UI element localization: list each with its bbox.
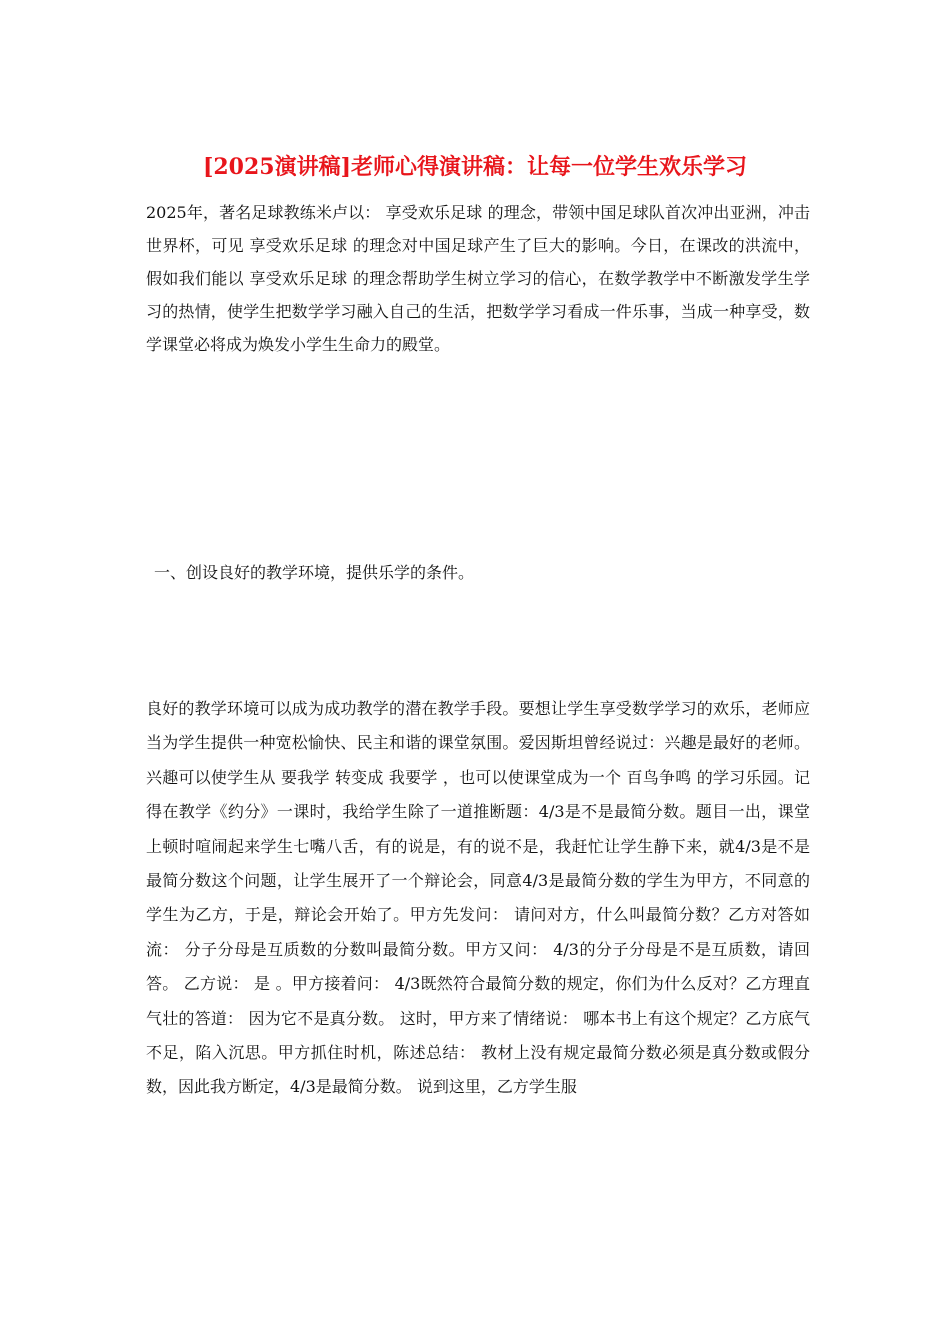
intro-paragraph: 2025年，著名足球教练米卢以： 享受欢乐足球 的理念，带领中国足球队首次冲出亚洲，冲击世界杯，可见 享受欢乐足球 的理念对中国足球产生了巨大的影响。今日，在课改的洪流中，假如我们能以 享受欢乐足球 的理念帮助学生树立学习的信心，在数学教学中不断激发学生学习的热情，使学生把数学学习融入自己的生活，把数学学习看成一件乐事，当成一种享受，数学课堂必将成为焕发小学生生命力的殿堂。: [146, 203, 810, 354]
section-paragraph: 良好的教学环境可以成为成功教学的潜在教学手段。要想让学生享受数学学习的欢乐，老师应当为学生提供一种宽松愉快、民主和谐的课堂氛围。爱因斯坦曾经说过：兴趣是最好的老师。兴趣可以使学生从 要我学 转变成 我要学 ，也可以使课堂成为一个 百鸟争鸣 的学习乐园。记得在教学《约分》一课时，我给学生除了一道推断题：4/3是不是最简分数。题目一出，课堂上顿时喧闹起来学生七嘴八舌，有的说是，有的说不是，我赶忙让学生静下来，就4/3是不是最简分数这个问题，让学生展开了一个辩论会，同意4/3是最简分数的学生为甲方，不同意的学生为乙方，于是，辩论会开始了。甲方先发问： 请问对方，什么叫最简分数？乙方对答如流： 分子分母是互质数的分数叫最简分数。甲方又问： 4/3的分子分母是不是互质数，请回答。 乙方说： 是 。甲方接着问： 4/3既然符合最简分数的规定，你们为什么反对？乙方理直气壮的答道： 因为它不是真分数。 这时，甲方来了情绪说： 哪本书上有这个规定？乙方底气不足，陷入沉思。甲方抓住时机，陈述总结： 教材上没有规定最简分数必须是真分数或假分数，因此我方断定，4/3是最简分数。 说到这里，乙方学生服: [146, 699, 810, 1097]
document-title: [2025演讲稿]老师心得演讲稿：让每一位学生欢乐学习: [202, 154, 748, 180]
section-heading: 一、创设良好的教学环境，提供乐学的条件。: [154, 563, 475, 582]
